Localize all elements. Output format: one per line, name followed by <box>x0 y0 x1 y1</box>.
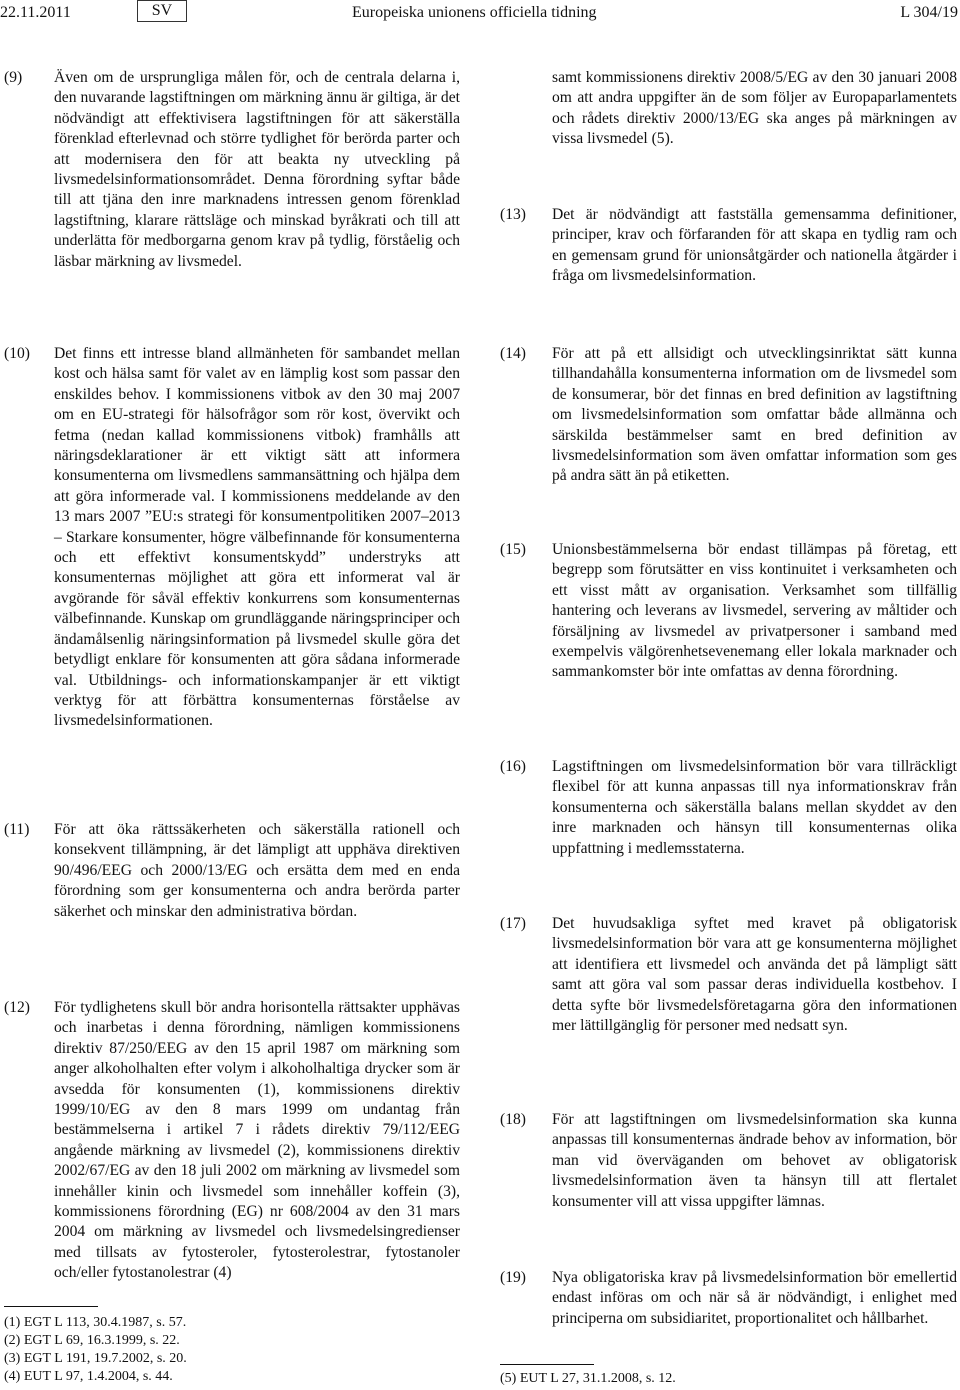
recital-12 <box>4 998 460 1284</box>
page-reference: L 304/19 <box>900 4 958 21</box>
recital-text: Lagstiftningen om livsmedelsinformation bör vara tillräckligt flexibel för att kunna anpassas till nya informationskrav från konsumenterna och säkerställa balans mellan skyddet av den inre marknaden och hänsyn till konsumenternas olika uppfattning i medlemsstaterna. <box>552 758 957 857</box>
footnotes-left <box>4 1314 187 1386</box>
recital-14 <box>500 344 957 487</box>
recital-10 <box>4 344 460 732</box>
recital-number: (15) <box>500 541 526 558</box>
recital-11 <box>4 820 460 922</box>
recital-text: För att öka rättssäkerheten och säkerställa rationell och konsekvent tillämpning, är det lämpligt att upphäva direktiven 90/496/EEG och 2000/13/EG och ersätta dem med en enda förordning som ger konsumenterna och andra berörda parter säkerhet och minskar den administrativa bördan. <box>54 821 460 920</box>
recital-number: (19) <box>500 1269 526 1286</box>
recital-number: (14) <box>500 345 526 362</box>
recital-number: (12) <box>4 999 30 1016</box>
recital-text: För tydlighetens skull bör andra horisontella rättsakter upphävas och inarbetas i denna förordning, nämligen kommissionens direktiv 87/250/EEG av den 15 april 1987 om märkning som anger alkoholhalten efter volym i alkoholhaltiga drycker som är avsedda för konsumenten (1), kommissionens direktiv 1999/10/EG av den 8 mars 1999 om undantag från bestämmelserna i artikel 7 i rådets direktiv 79/112/EEG angående märkning av livsmedel (2), kommissionens direktiv 2002/67/EG av den 18 juli 2002 om märkning av livsmedel som innehåller kinin och livsmedel som innehåller koffein (3), kommissionens förordning (EG) nr 608/2004 av den 31 mars 2004 om märkning av livsmedel och livsmedelsingredienser med tillsats av fytosteroler, fytosterolestrar, fytostanoler och/eller fytostanolestrar (4) <box>54 999 460 1282</box>
page-header <box>0 0 960 26</box>
footnote-divider <box>500 1364 594 1365</box>
recital-number: (11) <box>4 821 30 838</box>
recital-19 <box>500 1268 957 1329</box>
recital-text: Nya obligatoriska krav på livsmedelsinformation bör emellertid endast införas om och när så är nödvändigt, i enlighet med principerna om subsidiaritet, proportionalitet och hållbarhet. <box>552 1269 957 1327</box>
recital-13 <box>500 205 957 287</box>
recital-text: För att på ett allsidigt och utvecklingsinriktat sätt kunna tillhandahålla konsumenterna information om de livsmedel som de konsumerar, bör det finnas en bred definition av lagstiftning om livsmedelsinformation som omfattar både allmänna och särskilda bestämmelser samt en bred definition av livsmedelsinformation som även omfattar information som ges på andra sätt än på etiketten. <box>552 345 957 485</box>
language-badge: SV <box>137 0 187 22</box>
footnote-item: (3) EGT L 191, 19.7.2002, s. 20. <box>4 1351 187 1366</box>
recital-9 <box>4 68 460 272</box>
footnote-item: (1) EGT L 113, 30.4.1987, s. 57. <box>4 1315 187 1330</box>
recital-number: (16) <box>500 758 526 775</box>
recital-16 <box>500 757 957 859</box>
recital-number: (17) <box>500 915 526 932</box>
footnote-item: (4) EUT L 97, 1.4.2004, s. 44. <box>4 1369 173 1384</box>
recital-text: samt kommissionens direktiv 2008/5/EG av den 30 januari 2008 om att andra uppgifter än de som följer av Europaparlamentets och rådets direktiv 2000/13/EG ska anges på märkningen av vissa livsmedel (5). <box>552 69 957 148</box>
recital-18 <box>500 1110 957 1212</box>
recital-number: (9) <box>4 69 23 86</box>
recital-number: (18) <box>500 1111 526 1128</box>
journal-title: Europeiska unionens officiella tidning <box>352 4 597 21</box>
recital-text: Unionsbestämmelserna bör endast tillämpas på företag, ett begrepp som förutsätter en viss kontinuitet i verksamheten och ett visst mått av organisation. Verksamhet som tillfällig hantering och leverans av livsmedel, servering av måltider och försäljning av livsmedel av privatpersoner i samband med exempelvis välgörenhetsevenemang eller lokala marknader och sammankomster bör inte omfattas av denna förordning. <box>552 541 957 681</box>
header-date: 22.11.2011 <box>0 4 71 21</box>
footnotes-right <box>500 1370 676 1388</box>
recital-text: Det finns ett intresse bland allmänheten för sambandet mellan kost och hälsa samt för valet av en lämplig kost som passar den enskildes behov. I kommissionens vitbok av den 30 maj 2007 om en EU-strategi för hälsofrågor som rör kost, övervikt och fetma (nedan kallad kommissionens vitbok) framhålls att näringsdeklarationer är ett viktigt sätt att informera konsumenterna om livsmedlens sammansättning och hjälpa dem att göra informerade val. I kommissionens meddelande av den 13 mars 2007 ”EU:s strategi för konsumentpolitiken 2007–2013 – Starkare konsumenter, högre välbefinnande för konsumenterna och ett effektivt konsumentskydd” understryks att konsumenternas möjlighet att göra ett informerat val är avgörande för såväl effektiv konkurrens som konsumenternas välbefinnande. Kunskap om grundläggande näringsprinciper och ändamålsenlig näringsinformation på livsmedel skulle göra det betydligt enklare för konsumenten att göra sådana informerade val. Utbildnings- och informationskampanjer är ett viktigt verktyg för att förbättra konsumenternas förståelse av livsmedelsinformationen. <box>54 345 460 730</box>
footnote-item: (2) EGT L 69, 16.3.1999, s. 22. <box>4 1333 180 1348</box>
recital-12-continued <box>500 68 957 150</box>
recital-15 <box>500 540 957 683</box>
footnote-item: (5) EUT L 27, 31.1.2008, s. 12. <box>500 1371 676 1386</box>
recital-text: För att lagstiftningen om livsmedelsinformation ska kunna anpassas till konsumenternas ändrade behov av information, bör man vid överväganden om behovet av obligatorisk livsmedelsinformation även ta hänsyn till att flertalet konsumenter vill att vissa uppgifter lämnas. <box>552 1111 957 1210</box>
recital-text: Det huvudsakliga syftet med kravet på obligatorisk livsmedelsinformation bör vara att ge konsumenterna möjlighet att identifiera ett livsmedel och använda det på lämpligt sätt samt att göra val som passar deras individuella kostbehov. I detta syfte bör livsmedelsföretagarna göra den informationen mer lättillgänglig för personer med nedsatt syn. <box>552 915 957 1035</box>
recital-17 <box>500 914 957 1036</box>
recital-text: Det är nödvändigt att fastställa gemensamma definitioner, principer, krav och förfaranden för att skapa en tydlig ram och en gemensam grund för unionsåtgärder och nationella åtgärder i fråga om livsmedelsinformation. <box>552 206 957 285</box>
recital-number: (10) <box>4 345 30 362</box>
footnote-divider <box>4 1306 98 1307</box>
recital-text: Även om de ursprungliga målen för, och de centrala delarna i, den nuvarande lagstiftningen om märkning ännu är giltiga, är det nödvändigt att effektivisera lagstiftningen för att säkerställa förenklad efterlevnad och större tydlighet för berörda parter och att modernisera den för att beakta ny utveckling på livsmedelsinformationsområdet. Denna förordning syftar både till att tjäna den inre marknadens intressen genom förenklad lagstiftning, klarare rättsläge och minskad byråkrati och till att underlätta för medborgarna genom krav på tydlig, förståelig och läsbar märkning av livsmedel. <box>54 69 460 270</box>
recital-number: (13) <box>500 206 526 223</box>
